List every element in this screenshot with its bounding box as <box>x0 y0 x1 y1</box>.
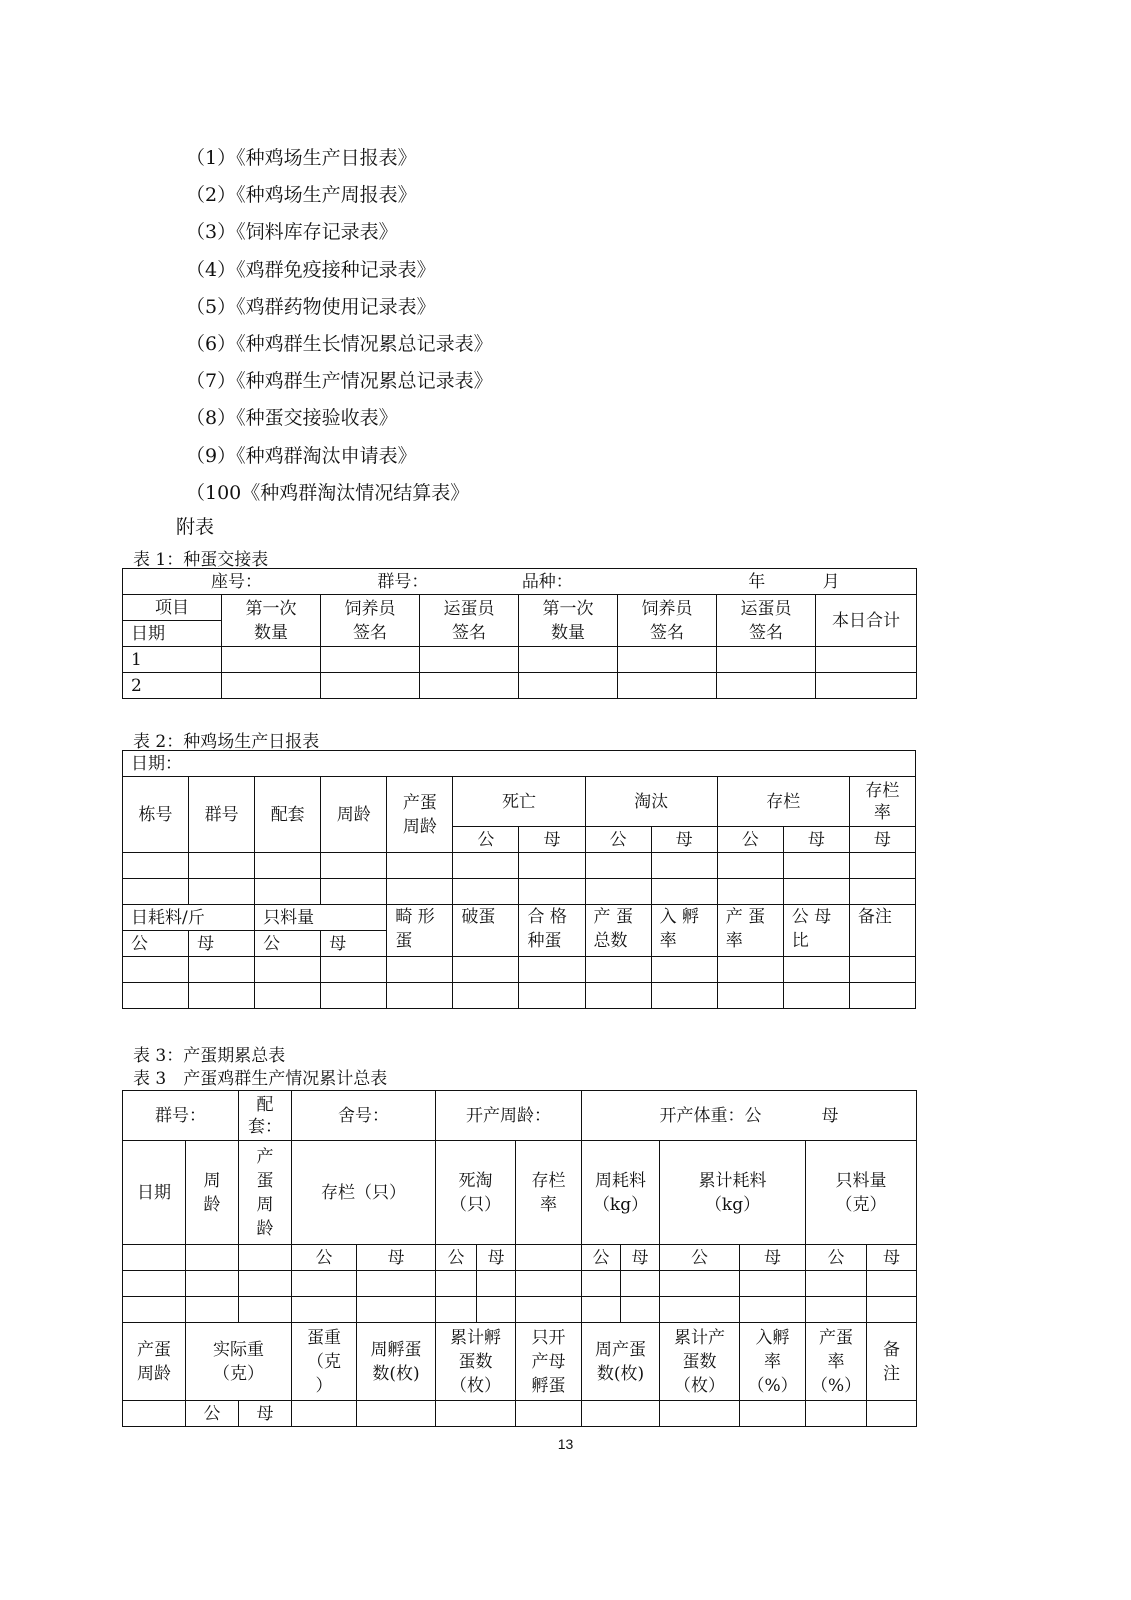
group-label: 群号： <box>377 571 429 592</box>
table-row <box>123 879 916 905</box>
cell[interactable] <box>292 1401 357 1427</box>
laying-week-header: 产蛋 周龄 <box>387 777 453 853</box>
cell[interactable] <box>651 957 717 983</box>
week-age-header: 周龄 <box>321 777 387 853</box>
cell[interactable] <box>321 673 420 699</box>
cell[interactable] <box>717 853 783 879</box>
cell[interactable] <box>585 853 651 879</box>
female-label: 母 <box>357 1245 436 1271</box>
start-week-label: 开产周龄： <box>436 1091 582 1141</box>
male-label: 公 <box>717 827 783 853</box>
cell[interactable] <box>806 1401 867 1427</box>
list-item: （6）《种鸡群生长情况累总记录表》 <box>186 333 493 356</box>
list-item: （8）《种蛋交接验收表》 <box>186 407 398 430</box>
table2-caption: 表 2：种鸡场生产日报表 <box>133 732 320 752</box>
stock-header: 存栏（只） <box>292 1141 436 1245</box>
cell <box>239 1245 292 1271</box>
table1-header-row <box>123 569 917 595</box>
cell[interactable] <box>189 983 255 1009</box>
egg-weight-header: 蛋重 （克 ） <box>292 1323 357 1401</box>
male-label: 公 <box>585 827 651 853</box>
table3-caption-b: 表 3 产蛋鸡群生产情况累计总表 <box>133 1069 388 1089</box>
cell[interactable] <box>186 1297 239 1323</box>
cell <box>186 1245 239 1271</box>
cell[interactable] <box>123 853 189 879</box>
cell[interactable] <box>255 983 321 1009</box>
list-item: （100《种鸡群淘汰情况结算表》 <box>186 481 470 504</box>
cell[interactable] <box>321 853 387 879</box>
male-label: 公 <box>186 1401 239 1427</box>
table-row <box>123 673 917 699</box>
cell[interactable] <box>321 879 387 905</box>
daily-feed-header: 日耗料/斤 <box>123 905 255 931</box>
stock-header: 存栏 <box>717 777 849 827</box>
actual-weight-header: 实际重 （克） <box>186 1323 292 1401</box>
cell[interactable] <box>816 673 917 699</box>
cell[interactable] <box>239 1271 292 1297</box>
female-label: 母 <box>519 827 585 853</box>
list-item: （1）《种鸡场生产日报表》 <box>186 147 417 169</box>
female-label: 母 <box>477 1245 516 1271</box>
remarks-header: 备注 <box>849 905 915 957</box>
appendix-title: 附表 <box>176 516 215 538</box>
cell[interactable] <box>516 1401 582 1427</box>
female-label: 母 <box>867 1245 917 1271</box>
cell[interactable] <box>123 957 189 983</box>
female-label: 母 <box>321 931 387 957</box>
group-label: 群号： <box>123 1091 239 1141</box>
hatch-rate-header: 入 孵 率 <box>651 905 717 957</box>
laying-week-header-2: 产蛋 周龄 <box>123 1323 186 1401</box>
cell[interactable] <box>585 983 651 1009</box>
cell[interactable] <box>660 1401 740 1427</box>
start-weight-female: 母 <box>821 1105 839 1126</box>
stock-rate-header: 存栏 率 <box>516 1141 582 1245</box>
cell[interactable] <box>740 1401 806 1427</box>
per-bird-feed-header: 只料量 （克） <box>806 1141 917 1245</box>
cell[interactable] <box>660 1297 740 1323</box>
cell[interactable] <box>651 853 717 879</box>
male-label: 公 <box>255 931 321 957</box>
cell[interactable] <box>292 1271 357 1297</box>
breed-label: 品种： <box>521 571 573 592</box>
cell[interactable] <box>453 957 519 983</box>
death-header: 死亡 <box>453 777 585 827</box>
cell[interactable] <box>582 1401 660 1427</box>
table-row <box>123 647 917 673</box>
cell[interactable] <box>189 957 255 983</box>
cell[interactable] <box>867 1271 917 1297</box>
cell[interactable] <box>123 1401 186 1427</box>
cell[interactable] <box>582 1271 621 1297</box>
cell[interactable] <box>516 1297 582 1323</box>
cell[interactable] <box>436 1297 477 1323</box>
form-list <box>186 140 493 512</box>
cum-feed-header: 累计耗料 （kg） <box>660 1141 806 1245</box>
cell[interactable] <box>651 879 717 905</box>
cell[interactable] <box>618 673 717 699</box>
date-header: 日期 <box>123 621 222 647</box>
house-label: 舍号： <box>292 1091 436 1141</box>
table-row <box>123 957 916 983</box>
cell[interactable] <box>436 1271 477 1297</box>
cell[interactable] <box>239 1297 292 1323</box>
date-label: 日期： <box>123 751 916 777</box>
cell[interactable] <box>387 983 453 1009</box>
list-item: （4）《鸡群免疫接种记录表》 <box>186 258 436 281</box>
row-number: 2 <box>123 673 222 699</box>
page-number: 13 <box>557 1436 574 1452</box>
deformed-egg-header: 畸 形 蛋 <box>387 905 453 957</box>
cell[interactable] <box>519 879 585 905</box>
table-row <box>123 853 916 879</box>
transporter-sign-header: 运蛋员 签名 <box>420 595 519 647</box>
per-bird-feed-header: 只料量 <box>255 905 387 931</box>
cell[interactable] <box>867 1401 917 1427</box>
total-eggs-header: 产 蛋 总数 <box>585 905 651 957</box>
list-item: （7）《种鸡群生产情况累总记录表》 <box>186 370 493 393</box>
cell[interactable] <box>660 1271 740 1297</box>
lay-rate-header: 产蛋 率 （%） <box>806 1323 867 1401</box>
table-row <box>123 1271 917 1297</box>
cell[interactable] <box>816 647 917 673</box>
week-feed-header: 周耗料 （kg） <box>582 1141 660 1245</box>
month-label: 月 <box>822 571 840 592</box>
cell[interactable] <box>292 1297 357 1323</box>
cell[interactable] <box>806 1271 867 1297</box>
week-age-header: 周 龄 <box>186 1141 239 1245</box>
female-label: 母 <box>740 1245 806 1271</box>
cell[interactable] <box>783 879 849 905</box>
cell[interactable] <box>123 1297 186 1323</box>
cell[interactable] <box>849 957 915 983</box>
cell <box>123 1245 186 1271</box>
table-row <box>123 1297 917 1323</box>
item-header: 项目 <box>123 595 222 621</box>
date-header: 日期 <box>123 1141 186 1245</box>
cell[interactable] <box>123 983 189 1009</box>
cell[interactable] <box>621 1297 660 1323</box>
table2 <box>122 750 916 1009</box>
list-item: （2）《种鸡场生产周报表》 <box>186 184 417 207</box>
cell[interactable] <box>519 647 618 673</box>
cell[interactable] <box>321 647 420 673</box>
list-item: （5）《鸡群药物使用记录表》 <box>186 295 436 318</box>
cell[interactable] <box>717 673 816 699</box>
list-item: （9）《种鸡群淘汰申请表》 <box>186 444 417 467</box>
seat-label: 座号： <box>211 571 262 592</box>
remarks-header: 备 注 <box>867 1323 917 1401</box>
male-label: 公 <box>453 827 519 853</box>
sex-ratio-header: 公 母 比 <box>783 905 849 957</box>
table3 <box>122 1090 917 1427</box>
cell[interactable] <box>849 853 915 879</box>
cell[interactable] <box>519 853 585 879</box>
cell[interactable] <box>453 983 519 1009</box>
table-row <box>123 983 916 1009</box>
cell[interactable] <box>453 853 519 879</box>
week-hatch-eggs-header: 周孵蛋 数(枚) <box>357 1323 436 1401</box>
cell[interactable] <box>849 983 915 1009</box>
cell[interactable] <box>477 1297 516 1323</box>
cell[interactable] <box>806 1297 867 1323</box>
male-label: 公 <box>292 1245 357 1271</box>
year-label: 年 <box>748 571 766 592</box>
cell[interactable] <box>387 879 453 905</box>
building-header: 栋号 <box>123 777 189 853</box>
feeder-sign-header: 饲养员 签名 <box>321 595 420 647</box>
cell[interactable] <box>585 879 651 905</box>
cell[interactable] <box>621 1271 660 1297</box>
cell[interactable] <box>357 1297 436 1323</box>
cell[interactable] <box>740 1271 806 1297</box>
laying-week-header: 产 蛋 周 龄 <box>239 1141 292 1245</box>
death-cull-header: 死淘 （只） <box>436 1141 516 1245</box>
cell[interactable] <box>519 983 585 1009</box>
cell[interactable] <box>123 1271 186 1297</box>
start-weight-cell <box>582 1091 917 1141</box>
cell[interactable] <box>436 1401 516 1427</box>
cell[interactable] <box>717 879 783 905</box>
cell[interactable] <box>783 853 849 879</box>
cell[interactable] <box>321 983 387 1009</box>
cell[interactable] <box>387 957 453 983</box>
cell[interactable] <box>189 853 255 879</box>
cell[interactable] <box>255 957 321 983</box>
cell[interactable] <box>519 673 618 699</box>
hatch-rate-header: 入孵 率 （%） <box>740 1323 806 1401</box>
cell[interactable] <box>186 1271 239 1297</box>
start-weight-label: 开产体重：公 <box>659 1105 762 1126</box>
cell[interactable] <box>717 957 783 983</box>
group-header: 群号 <box>189 777 255 853</box>
broken-egg-header: 破蛋 <box>453 905 519 957</box>
set-header: 配套 <box>255 777 321 853</box>
male-label: 公 <box>660 1245 740 1271</box>
male-label: 公 <box>582 1245 621 1271</box>
list-item: （3）《饲料库存记录表》 <box>186 221 398 244</box>
cell[interactable] <box>123 879 189 905</box>
cell[interactable] <box>618 647 717 673</box>
cull-header: 淘汰 <box>585 777 717 827</box>
table1 <box>122 568 917 699</box>
female-label: 母 <box>189 931 255 957</box>
qualified-egg-header: 合 格 种蛋 <box>519 905 585 957</box>
cell[interactable] <box>651 983 717 1009</box>
female-label: 母 <box>651 827 717 853</box>
cell[interactable] <box>582 1297 621 1323</box>
cum-eggs-header: 累计产 蛋数 （枚） <box>660 1323 740 1401</box>
cell[interactable] <box>357 1401 436 1427</box>
cell[interactable] <box>453 879 519 905</box>
stock-rate-header: 存栏 率 <box>849 777 915 827</box>
row-number: 1 <box>123 647 222 673</box>
cell[interactable] <box>255 879 321 905</box>
table1-caption: 表 1：种蛋交接表 <box>133 550 269 570</box>
cell[interactable] <box>849 879 915 905</box>
cell[interactable] <box>519 957 585 983</box>
feeder-sign-header-2: 饲养员 签名 <box>618 595 717 647</box>
cell[interactable] <box>321 957 387 983</box>
cell[interactable] <box>477 1271 516 1297</box>
table3-caption-a: 表 3：产蛋期累总表 <box>133 1046 286 1066</box>
cell[interactable] <box>717 983 783 1009</box>
male-label: 公 <box>806 1245 867 1271</box>
cell[interactable] <box>387 853 453 879</box>
cell[interactable] <box>222 647 321 673</box>
cell[interactable] <box>189 879 255 905</box>
cell[interactable] <box>516 1271 582 1297</box>
first-count-header-2: 第一次 数量 <box>519 595 618 647</box>
cell[interactable] <box>740 1297 806 1323</box>
female-label: 母 <box>783 827 849 853</box>
female-label: 母 <box>849 827 915 853</box>
cell[interactable] <box>255 853 321 879</box>
first-count-header: 第一次 数量 <box>222 595 321 647</box>
day-total-header: 本日合计 <box>816 595 917 647</box>
female-label: 母 <box>239 1401 292 1427</box>
cell[interactable] <box>357 1271 436 1297</box>
cell[interactable] <box>420 673 519 699</box>
cell[interactable] <box>420 647 519 673</box>
per-hen-hatch-header: 只开 产母 孵蛋 <box>516 1323 582 1401</box>
week-eggs-header: 周产蛋 数(枚) <box>582 1323 660 1401</box>
cell <box>516 1245 582 1271</box>
cell[interactable] <box>222 673 321 699</box>
transporter-sign-header-2: 运蛋员 签名 <box>717 595 816 647</box>
cell[interactable] <box>867 1297 917 1323</box>
female-label: 母 <box>621 1245 660 1271</box>
cell[interactable] <box>717 647 816 673</box>
male-label: 公 <box>436 1245 477 1271</box>
cell[interactable] <box>585 957 651 983</box>
cum-hatch-eggs-header: 累计孵 蛋数 （枚） <box>436 1323 516 1401</box>
set-label: 配 套： <box>239 1091 292 1141</box>
cell[interactable] <box>783 983 849 1009</box>
male-label: 公 <box>123 931 189 957</box>
lay-rate-header: 产 蛋 率 <box>717 905 783 957</box>
cell[interactable] <box>783 957 849 983</box>
